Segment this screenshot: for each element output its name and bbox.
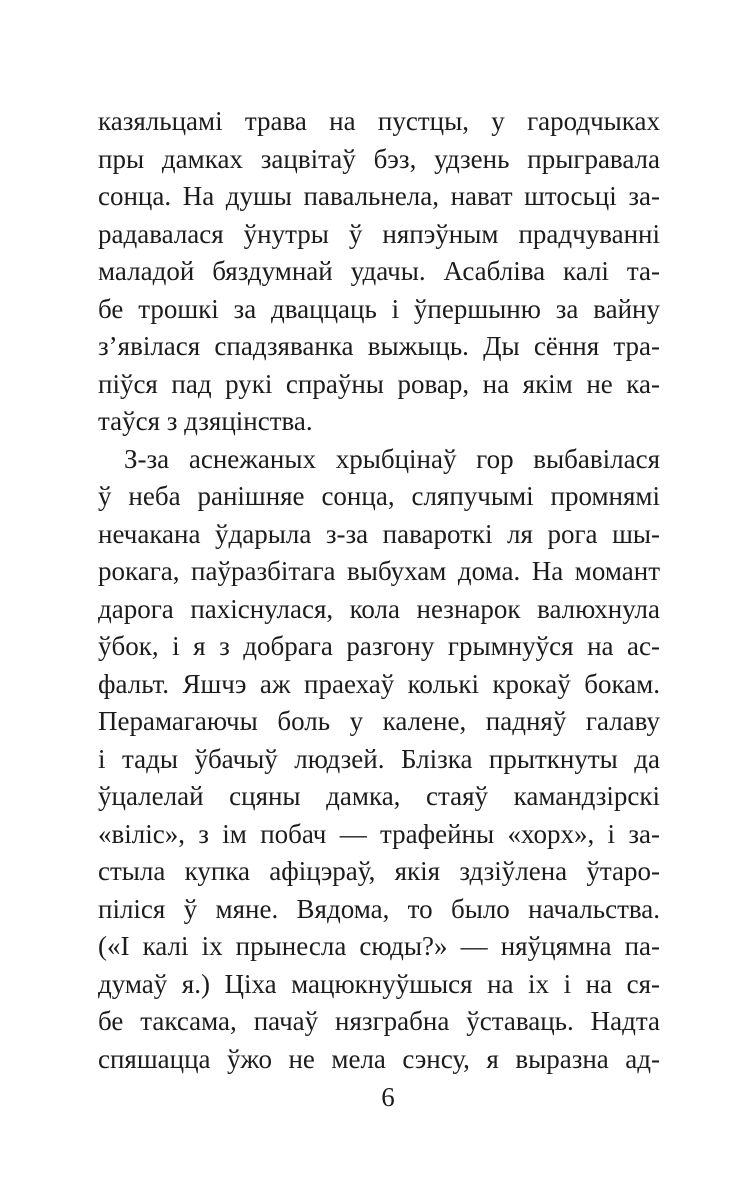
text-line: Перамагаючы боль у калене, падняў галаву (98, 706, 660, 736)
text-line: піўся пад рукі спраўны ровар, на якім не ка- (98, 368, 660, 399)
text-line: рокага, паўразбітага выбухам дома. На момант (98, 556, 660, 586)
text-line: піліся ў мяне. Вядома, то было начальства. (98, 893, 660, 924)
text-line: «віліс», з ім побач — трафейны «хорх», і за- (98, 818, 660, 849)
text-line: («І калі іх прынесла сюды?» — няўцямна па- (98, 931, 660, 961)
paragraph (98, 103, 660, 441)
text-line: фальт. Яшчэ аж праехаў колькі крокаў бокам. (98, 668, 660, 699)
text-line: нечакана ўдарыла з-за павароткі ля рога шы- (98, 518, 660, 549)
paragraph (98, 441, 660, 1079)
text-line: таўся з дзяцінства. (98, 406, 313, 436)
text-line: радавалася ўнутры ў няпэўным прадчуванні (98, 218, 660, 249)
page-number: 6 (381, 1082, 395, 1112)
text-block (98, 103, 660, 1078)
text-line: і тады ўбачыў людзей. Блізка прыткнуты да (98, 743, 660, 774)
text-line: З-за аснежаных хрыбцінаў гор выбавілася (124, 443, 660, 474)
text-line: пры дамках зацвітаў бэз, удзень прыгравала (98, 143, 660, 174)
text-line: ў неба ранішняе сонца, сляпучымі промнямі (98, 481, 660, 511)
text-line: маладой бяздумнай удачы. Асабліва калі та- (98, 256, 660, 286)
text-line: з’явілася спадзяванка выжыць. Ды сёння тра- (98, 331, 660, 361)
text-line: бе таксама, пачаў нязграбна ўставаць. Надта (98, 1006, 660, 1036)
text-line: ўбок, і я з добрага разгону грымнуўся на ас- (98, 631, 660, 661)
text-line: думаў я.) Ціха мацюкнуўшыся на іх і на ся- (98, 968, 660, 999)
text-line: стыла купка афіцэраў, якія здзіўлена ўтаро- (98, 856, 660, 886)
text-line: сонца. На душы павальнела, нават штосьці за- (98, 181, 660, 211)
text-line: казяльцамі трава на пустцы, у гародчыках (98, 106, 660, 136)
text-line: спяшацца ўжо не мела сэнсу, я выразна ад- (98, 1043, 660, 1074)
text-line: ўцалелай сцяны дамка, стаяў камандзірскі (98, 781, 660, 811)
text-line: бе трошкі за дваццаць і ўпершыню за вайну (98, 293, 660, 324)
text-line: дарога пахіснулася, кола незнарок валюхнула (98, 593, 660, 624)
